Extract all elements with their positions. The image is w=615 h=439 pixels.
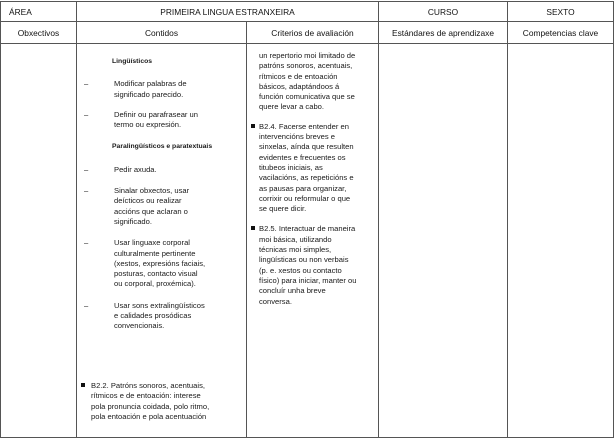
criteria-line: básicos, adaptándoos á: [259, 81, 340, 91]
heading-linguistic: Lingüísticos: [112, 58, 153, 65]
criteria-line: quere levar a cabo.: [259, 102, 325, 112]
dash-bullet: –: [84, 109, 89, 119]
dash-bullet: –: [84, 186, 89, 196]
dash-bullet: –: [84, 164, 89, 174]
header-contents: Contidos: [144, 27, 179, 38]
header-competences: Competencias clave: [522, 27, 599, 38]
item-line: accións que aclaran o: [114, 206, 188, 216]
item-line: posturas, contacto visual: [114, 269, 198, 279]
item-line: Usar linguaxe corporal: [114, 238, 190, 248]
criteria-line: evidentes e frecuentes os: [259, 152, 346, 162]
header-subject: PRIMEIRA LINGUA ESTRANXEIRA: [160, 6, 295, 17]
b22-line: rítmicos e de entoación: interese: [91, 391, 201, 401]
bullet-square: [81, 383, 85, 387]
bullet-square: [251, 124, 255, 128]
contents-column: [84, 57, 244, 343]
standard-b22: [81, 381, 251, 422]
row2-divider: [0, 43, 614, 44]
criteria-line: se quere dicir.: [259, 204, 307, 214]
criteria-continuation: [251, 51, 377, 113]
list-item: [84, 79, 244, 100]
dash-bullet: –: [84, 300, 89, 310]
criteria-line: físico) para iniciar, manter ou: [259, 275, 357, 285]
b22-line: B2.2. Patróns sonoros, acentuais,: [91, 381, 205, 390]
item-line: e calidades prosódicas: [114, 311, 192, 321]
header-course-label: CURSO: [427, 6, 459, 17]
item-line: significado.: [114, 216, 152, 226]
header-objectives: Obxectivos: [17, 27, 60, 38]
header-standards: Estándares de aprendizaxe: [392, 27, 494, 38]
criteria-line: titubeos iniciais, as: [259, 162, 323, 172]
list-item: [84, 186, 244, 227]
criteria-line: moi básica, utilizando: [259, 234, 332, 244]
list-item: [84, 301, 244, 332]
criterion-b25: [251, 224, 377, 306]
item-line: (xestos, expresións faciais,: [114, 258, 206, 268]
border-left: [0, 1, 1, 438]
border-right: [613, 1, 614, 438]
item-line: Usar sons extralingüísticos: [114, 300, 205, 310]
list-item: [84, 238, 244, 289]
criteria-line: un repertorio moi limitado de: [259, 51, 356, 60]
bullet-square: [251, 226, 255, 230]
header-course-value: SEXTO: [546, 6, 575, 17]
item-line: Pedir axuda.: [114, 164, 157, 174]
col-divider-4: [507, 1, 508, 438]
item-line: deícticos ou realizar: [114, 196, 182, 206]
criteria-line: patróns sonoros, acentuais,: [259, 61, 353, 71]
criteria-column: [251, 51, 377, 307]
item-line: termo ou expresión.: [114, 120, 182, 130]
item-line: Modificar palabras de: [114, 79, 187, 89]
criteria-line: técnicas moi simples,: [259, 245, 332, 255]
criteria-line: rítmicos e de entoación: [259, 71, 338, 81]
criteria-line: corrixir ou reformular o que: [259, 193, 351, 203]
list-item: [84, 165, 244, 175]
item-line: significado parecido.: [114, 89, 184, 99]
header-area: ÁREA: [9, 6, 32, 17]
criteria-line: conversa.: [259, 296, 292, 306]
list-item: [84, 110, 244, 131]
col-divider-3: [378, 1, 379, 438]
criteria-line: intervencións breves e: [259, 132, 335, 142]
criteria-line: B2.5. Interactuar de maneira: [259, 224, 356, 234]
criterion-b24: [251, 122, 377, 215]
dash-bullet: –: [84, 238, 89, 248]
criteria-line: B2.4. Facerse entender en: [259, 121, 349, 131]
criteria-line: lingüísticas ou non verbais: [259, 255, 349, 265]
item-line: ou corporal, proxémica).: [114, 279, 196, 289]
criteria-line: (p. e. xestos ou contacto: [259, 265, 342, 275]
header-criteria: Criterios de avaliación: [271, 27, 354, 38]
criteria-line: función comunicativa que se: [259, 92, 355, 102]
criteria-line: as pausas para organizar,: [259, 183, 347, 193]
b22-line: pola pronuncia coidada, polo ritmo,: [91, 401, 210, 411]
item-line: Definir ou parafrasear un: [114, 109, 198, 119]
col-divider-1: [76, 1, 77, 438]
heading-paralinguistic: Paralingüísticos e paratextuais: [112, 143, 213, 151]
item-line: culturalmente pertinente: [114, 248, 196, 258]
item-line: Sinalar obxectos, usar: [114, 186, 190, 196]
border-bottom: [0, 437, 614, 438]
criteria-line: vacilacións, as repeticións e: [259, 173, 354, 183]
item-line: convencionais.: [114, 321, 165, 331]
dash-bullet: –: [84, 79, 89, 89]
criteria-line: concluír unha breve: [259, 286, 326, 296]
b22-line: pola entoación e pola acentuación: [91, 411, 207, 421]
col-divider-2: [246, 22, 247, 438]
criteria-line: sinxelas, aínda que resulten: [259, 142, 354, 152]
